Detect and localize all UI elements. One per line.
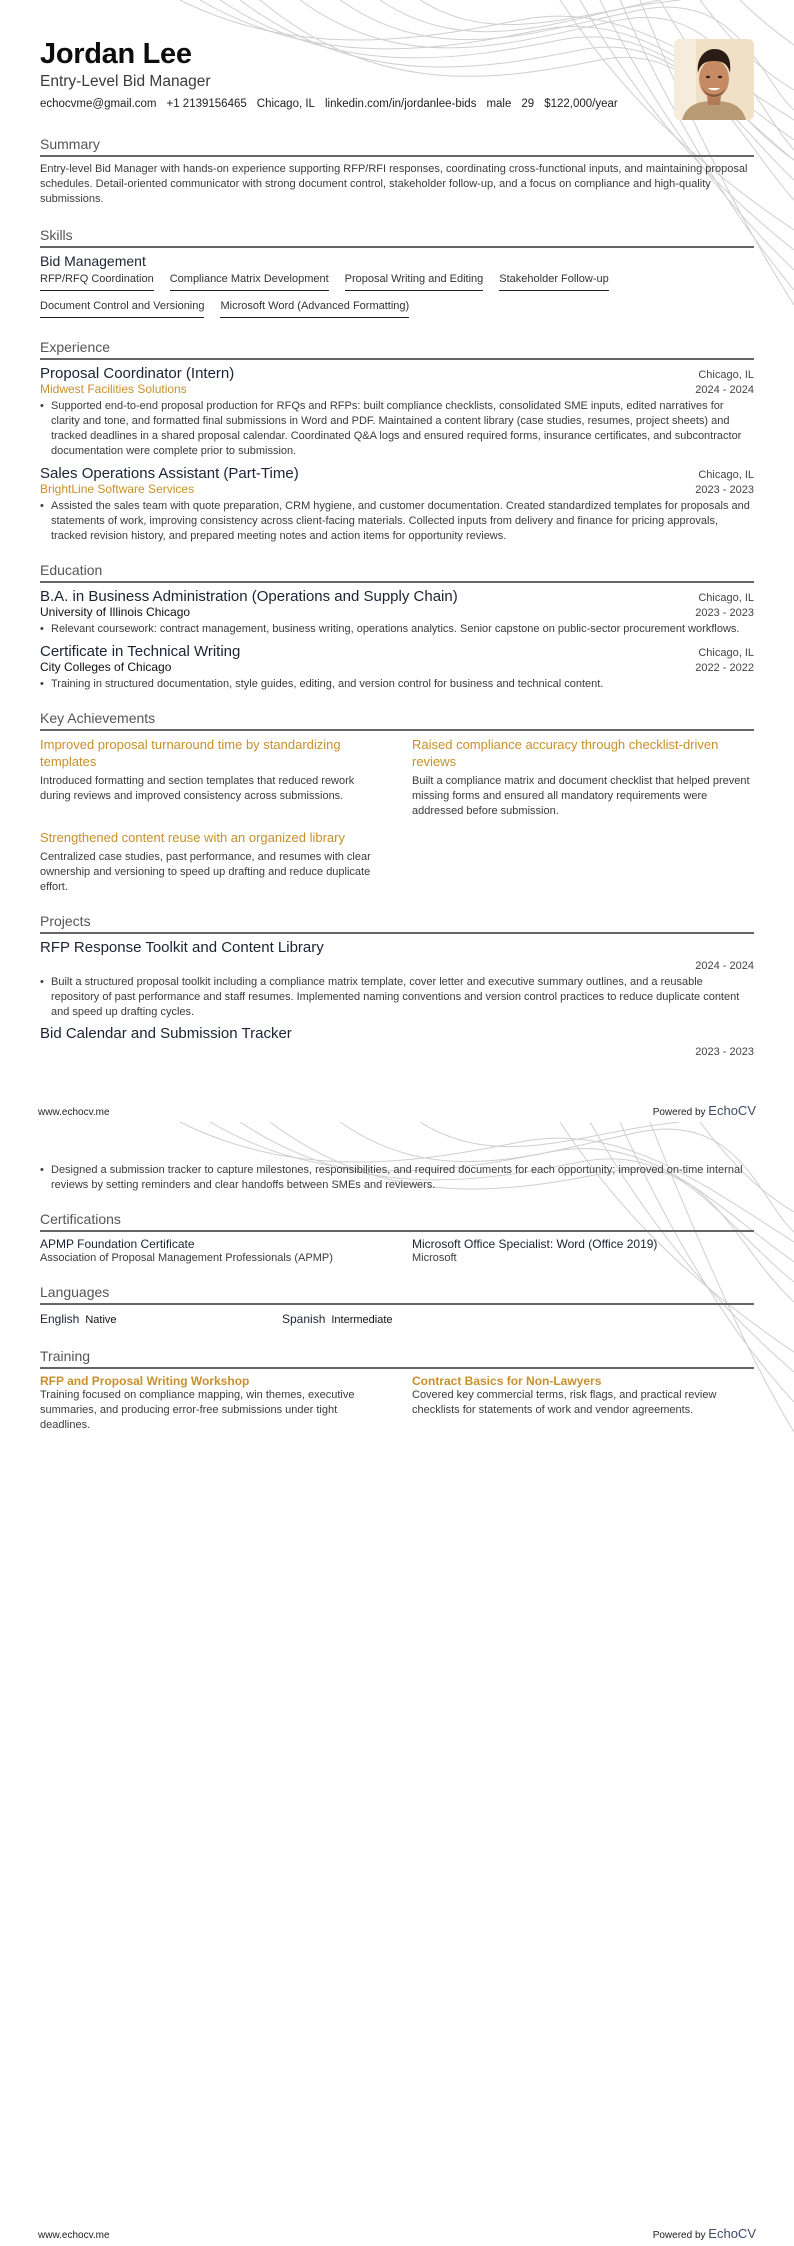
training-item — [40, 1374, 382, 1433]
skill-list — [40, 273, 754, 327]
contact-linkedin[interactable]: linkedin.com/in/jordanlee-bids — [324, 98, 477, 110]
skill-group-title: Bid Management — [40, 253, 146, 269]
experience-company: BrightLine Software Services — [40, 482, 195, 496]
skill-tag: Microsoft Word (Advanced Formatting) — [220, 300, 409, 318]
project-bullet: • Designed a submission tracker to capture milestones, responsibilities, and required documents for each opportunity; improved on-time internal reviews by setting reminders and clear handoffs between SMEs and reviewers. — [40, 1163, 754, 1193]
candidate-name: Jordan Lee — [40, 38, 192, 70]
skills-section — [0, 227, 794, 327]
achievement-title: Improved proposal turnaround time by standardizing templates — [40, 737, 341, 769]
skill-tag: Compliance Matrix Development — [170, 273, 329, 291]
skill-tag: Proposal Writing and Editing — [345, 273, 484, 291]
project-dates: 2024 - 2024 — [695, 960, 754, 972]
contact-age: 29 — [521, 98, 535, 110]
experience-bullet: • Supported end-to-end proposal production for RFQs and RFPs: built compliance checklists, consolidated SME inputs, edited narratives for clarity and tone, and formatted final submissions in Word and PDF. Maintained a content library (case studies, resumes, project sheets) and tracked deadlines in a shared proposal calendar. Coordinated Q&A logs and ensured required forms, insurance certificates, and subcontractor documentation were complete prior to submission. — [40, 399, 754, 459]
contact-phone[interactable]: +1 2139156465 — [166, 98, 247, 110]
project-bullet: • Built a structured proposal toolkit including a compliance matrix template, cover letter and executive summary outlines, and a reusable repository of past performance and staff resumes. Implemented naming conventions and version control practices to reduce duplicate content and speed up drafting cycles. — [40, 975, 754, 1020]
project-name: RFP Response Toolkit and Content Library — [40, 939, 324, 956]
contact-location: Chicago, IL — [256, 98, 315, 110]
achievement-text: Built a compliance matrix and document checklist that helped prevent missing forms and ensured all mandatory requirements were addressed before submission. — [412, 775, 750, 817]
projects-section — [0, 913, 794, 1058]
footer-powered: Powered by EchoCV — [652, 1103, 756, 1118]
experience-location: Chicago, IL — [698, 369, 754, 381]
education-dates: 2023 - 2023 — [695, 607, 754, 619]
certification-item — [40, 1237, 382, 1266]
experience-dates: 2023 - 2023 — [695, 484, 754, 496]
education-location: Chicago, IL — [698, 592, 754, 604]
contact-gender: male — [486, 98, 512, 110]
experience-bullet: • Assisted the sales team with quote preparation, CRM hygiene, and customer documentation. Created standardized templates for proposals and statements of work, improving consistency across client-facing materials. Collected inputs from delivery and finance for pricing approvals, tracked revision history, and prepared meeting notes and action items for opportunity reviews. — [40, 499, 754, 544]
page-footer-2 — [38, 2226, 756, 2241]
achievement-text: Introduced formatting and section templates that reduced rework during reviews and improved consistency across submissions. — [40, 775, 355, 802]
education-degree: Certificate in Technical Writing — [40, 643, 241, 660]
skill-tag: RFP/RFQ Coordination — [40, 273, 154, 291]
echocv-brand[interactable]: EchoCV — [708, 1103, 756, 1118]
achievements-section — [0, 710, 794, 895]
language-level: Native — [85, 1314, 117, 1326]
achievement-item — [412, 736, 754, 819]
contact-email[interactable]: echocvme@gmail.com — [40, 98, 157, 110]
education-school: City Colleges of Chicago — [40, 660, 172, 674]
education-dates: 2022 - 2022 — [695, 662, 754, 674]
achievement-title: Raised compliance accuracy through checklist-driven reviews — [412, 737, 719, 769]
achievements-heading: Key Achievements — [40, 710, 754, 731]
project-item — [40, 1025, 754, 1058]
project-name: Bid Calendar and Submission Tracker — [40, 1025, 292, 1042]
language-level: Intermediate — [331, 1314, 393, 1326]
certification-name: Microsoft Office Specialist: Word (Office 2019) — [412, 1237, 658, 1251]
project-dates: 2023 - 2023 — [695, 1046, 754, 1058]
summary-heading: Summary — [40, 136, 754, 157]
profile-photo — [674, 39, 754, 120]
summary-section — [0, 136, 794, 207]
education-location: Chicago, IL — [698, 647, 754, 659]
job-title: Entry-Level Bid Manager — [40, 73, 211, 90]
achievement-item — [40, 829, 382, 895]
project-item — [40, 939, 754, 1020]
echocv-brand[interactable]: EchoCV — [708, 2226, 756, 2241]
page-footer-1 — [38, 1103, 756, 1118]
experience-dates: 2024 - 2024 — [695, 384, 754, 396]
certification-name: APMP Foundation Certificate — [40, 1237, 195, 1251]
experience-role: Sales Operations Assistant (Part-Time) — [40, 465, 299, 482]
training-heading: Training — [40, 1348, 754, 1369]
contact-salary: $122,000/year — [544, 98, 618, 110]
languages-section — [0, 1284, 794, 1328]
footer-website[interactable]: www.echocv.me — [38, 2230, 110, 2241]
language-name: Spanish — [282, 1312, 326, 1326]
languages-heading: Languages — [40, 1284, 754, 1305]
education-degree: B.A. in Business Administration (Operations and Supply Chain) — [40, 588, 458, 605]
education-section — [0, 562, 794, 692]
footer-powered: Powered by EchoCV — [652, 2226, 756, 2241]
experience-item — [40, 465, 754, 544]
certification-issuer: Microsoft — [412, 1252, 457, 1264]
footer-website[interactable]: www.echocv.me — [38, 1107, 110, 1118]
experience-section — [0, 339, 794, 544]
certifications-heading: Certifications — [40, 1211, 754, 1232]
experience-role: Proposal Coordinator (Intern) — [40, 365, 235, 382]
language-item — [282, 1310, 393, 1328]
education-heading: Education — [40, 562, 754, 583]
experience-heading: Experience — [40, 339, 754, 360]
contact-info — [40, 98, 754, 110]
certification-issuer: Association of Proposal Management Professionals (APMP) — [40, 1252, 333, 1264]
skill-tag: Stakeholder Follow-up — [499, 273, 608, 291]
training-text: Covered key commercial terms, risk flags, and practical review checklists for statements of work and vendor agreements. — [412, 1389, 717, 1416]
education-item — [40, 643, 754, 692]
certification-item — [412, 1237, 754, 1266]
education-school: University of Illinois Chicago — [40, 605, 191, 619]
summary-text: Entry-level Bid Manager with hands-on experience supporting RFP/RFI responses, coordinating cross-functional inputs, and maintaining proposal schedules. Detail-oriented communicator with strong document control, stakeholder follow-up, and a focus on compliance and high-quality submissions. — [40, 163, 748, 205]
education-item — [40, 588, 754, 637]
certifications-section — [0, 1211, 794, 1266]
training-title: Contract Basics for Non-Lawyers — [412, 1374, 602, 1388]
language-name: English — [40, 1312, 80, 1326]
resume-page-1 — [0, 0, 794, 1058]
training-title: RFP and Proposal Writing Workshop — [40, 1374, 250, 1388]
training-text: Training focused on compliance mapping, win themes, executive summaries, and producing error-free submissions under tight deadlines. — [40, 1389, 355, 1431]
achievement-item — [40, 736, 382, 819]
education-bullet: • Training in structured documentation, style guides, editing, and version control for business and technical content. — [40, 677, 754, 692]
projects-heading: Projects — [40, 913, 754, 934]
experience-item — [40, 365, 754, 459]
training-item — [412, 1374, 754, 1433]
experience-location: Chicago, IL — [698, 469, 754, 481]
training-section — [0, 1348, 794, 1433]
resume-page-2 — [0, 1160, 794, 1433]
achievement-title: Strengthened content reuse with an organized library — [40, 830, 345, 845]
language-item — [40, 1310, 282, 1328]
education-bullet: • Relevant coursework: contract management, business writing, operations analytics. Senior capstone on public-sector procurement workflows. — [40, 622, 754, 637]
skill-tag: Document Control and Versioning — [40, 300, 204, 318]
experience-company: Midwest Facilities Solutions — [40, 382, 187, 396]
skills-heading: Skills — [40, 227, 754, 248]
achievement-text: Centralized case studies, past performance, and resumes with clear ownership and versioning to speed up drafting and reduce duplicate effort. — [40, 851, 371, 893]
